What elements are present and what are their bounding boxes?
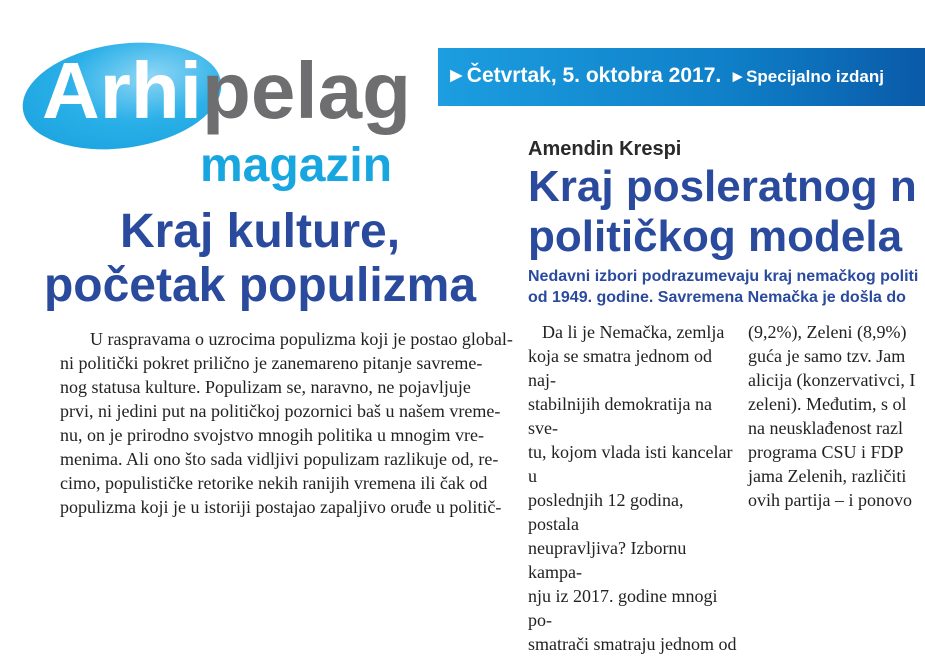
body-line: tu, kojom vlada isti kancelar u <box>528 442 733 486</box>
right-article-title-line2: političkog modela <box>528 212 903 261</box>
logo-wordmark <box>42 46 411 136</box>
body-line: neupravljiva? Izbornu kampa- <box>528 538 687 582</box>
body-line: nog statusa kulture. Populizam se, naravno, ne pojavljuje <box>60 377 471 397</box>
body-line: zeleni). Međutim, s ol <box>748 394 907 414</box>
logo-text-magazin: magazin <box>200 139 393 192</box>
body-line: nu, on je prirodno svojstvo mnogih politika u mnogim vre- <box>60 425 484 445</box>
body-line: stabilnijih demokratija na sve- <box>528 394 712 438</box>
right-article-subtitle-line2: od 1949. godine. Savremena Nemačka je došla do <box>528 289 906 306</box>
body-line: jama Zelenih, različiti <box>748 466 907 486</box>
date-banner <box>438 48 925 106</box>
body-line: cimo, populističke retorike nekih ranijih vremena ili čak od <box>60 473 488 493</box>
right-article-column-2 <box>748 320 920 656</box>
body-line: prvi, ni jedini put na političkoj pozornici baš u našem vreme- <box>60 401 501 421</box>
body-line: poslednjih 12 godina, postala <box>528 490 684 534</box>
left-article-body <box>60 327 516 519</box>
body-line: alicija (konzervativci, I <box>748 370 916 390</box>
body-line: menima. Ali ono što sada vidljivi populizam razlikuje od, re- <box>60 449 499 469</box>
body-line: guća je samo tzv. Jam <box>748 346 906 366</box>
body-line: (9,2%), Zeleni (8,9%) <box>748 322 907 342</box>
author-name: Amendin Krespi <box>528 138 682 160</box>
body-line: populizma koji je u istoriji postajao zapaljivo oruđe u politič- <box>60 497 502 517</box>
body-line: nju iz 2017. godine mnogi po- <box>528 586 718 630</box>
right-article-title-line1: Kraj posleratnog n <box>528 162 917 211</box>
body-line: programa CSU i FDP <box>748 442 904 462</box>
right-article-columns <box>528 320 920 656</box>
body-line: na neusklađenost razl <box>748 418 903 438</box>
body-line: smatrači smatraju jednom od <box>528 634 737 654</box>
body-line: Da li je Nemačka, zemlja <box>542 322 725 342</box>
body-line: ni politički pokret prilično je zanemareno pitanje savreme- <box>60 353 483 373</box>
body-line: koja se smatra jednom od naj- <box>528 346 712 390</box>
left-article <box>0 205 520 519</box>
body-line: U raspravama o uzrocima populizma koji je postao global- <box>90 329 513 349</box>
logo-text-pelag: pelag <box>202 46 411 135</box>
left-article-title-line1: Kraj kulture, <box>119 205 401 258</box>
edition-label: ►Specijalno izdanj <box>729 67 884 86</box>
right-article <box>528 136 920 656</box>
logo-text-arhi: Arhi <box>42 46 202 135</box>
left-article-title-line2: početak populizma <box>43 259 477 312</box>
issue-date: ►Četvrtak, 5. oktobra 2017. <box>446 64 722 87</box>
right-article-subtitle-line1: Nedavni izbori podrazumevaju kraj nemačkog politi <box>528 268 919 285</box>
right-article-column-1 <box>528 320 738 656</box>
body-line: ovih partija – i ponovo <box>748 490 912 510</box>
